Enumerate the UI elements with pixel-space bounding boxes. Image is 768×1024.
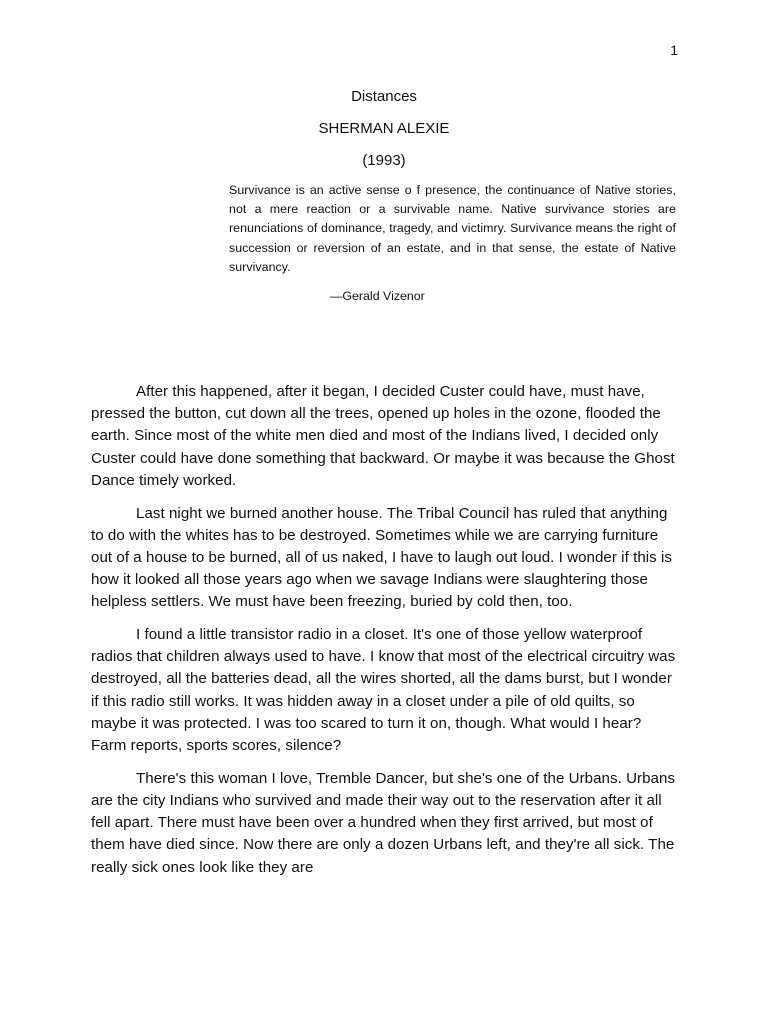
story-title: Distances xyxy=(351,88,417,105)
paragraph: I found a little transistor radio in a closet. It's one of those yellow waterproof radios that children always used to have. I know that most of the electrical circuitry was destroyed, all the batteries dead, all the wires shorted, all the dams burst, but I wonder if this radio still works. It was hidden away in a closet under a pile of old quilts, so maybe it was protected. I was too scared to turn it on, though. What would I hear? Farm reports, sports scores, silence? xyxy=(91,626,676,755)
paragraph: After this happened, after it began, I decided Custer could have, must have, pressed the button, cut down all the trees, opened up holes in the ozone, flooded the earth. Since most of the white men died and most of the Indians lived, I decided only Custer could have done something that backward. Or maybe it was because the Ghost Dance timely worked. xyxy=(91,383,675,489)
story-body xyxy=(91,381,679,889)
page-number: 1 xyxy=(670,42,678,58)
paragraph: There's this woman I love, Tremble Dancer, but she's one of the Urbans. Urbans are the city Indians who survived and made their way out to the reservation after it all fell apart. There must have been over a hundred when they first arrived, but most of them have died since. Now there are only a dozen Urbans left, and they're all sick. The really sick ones look like they are xyxy=(91,769,676,876)
epigraph-quote: Survivance is an active sense o f presence, the continuance of Native stories, not a mere reaction or a survivable name. Native survivance stories are renunciations of dominance, tragedy, and victimry. Survivance means the right of succession or reversion of an estate, and in that sense, the estate of Native survivancy. xyxy=(229,183,676,274)
author-name: SHERMAN ALEXIE xyxy=(318,120,450,137)
epigraph-attribution: —Gerald Vizenor xyxy=(330,289,425,303)
publication-year: (1993) xyxy=(362,152,406,169)
paragraph: Last night we burned another house. The Tribal Council has ruled that anything to do with the whites has to be destroyed. Sometimes while we are carrying furniture out of a house to be burned, all of us naked, I have to laugh out loud. I wonder if this is how it looked all those years ago when we savage Indians were slaughtering those helpless settlers. We must have been freezing, buried by cold then, too. xyxy=(91,504,673,611)
